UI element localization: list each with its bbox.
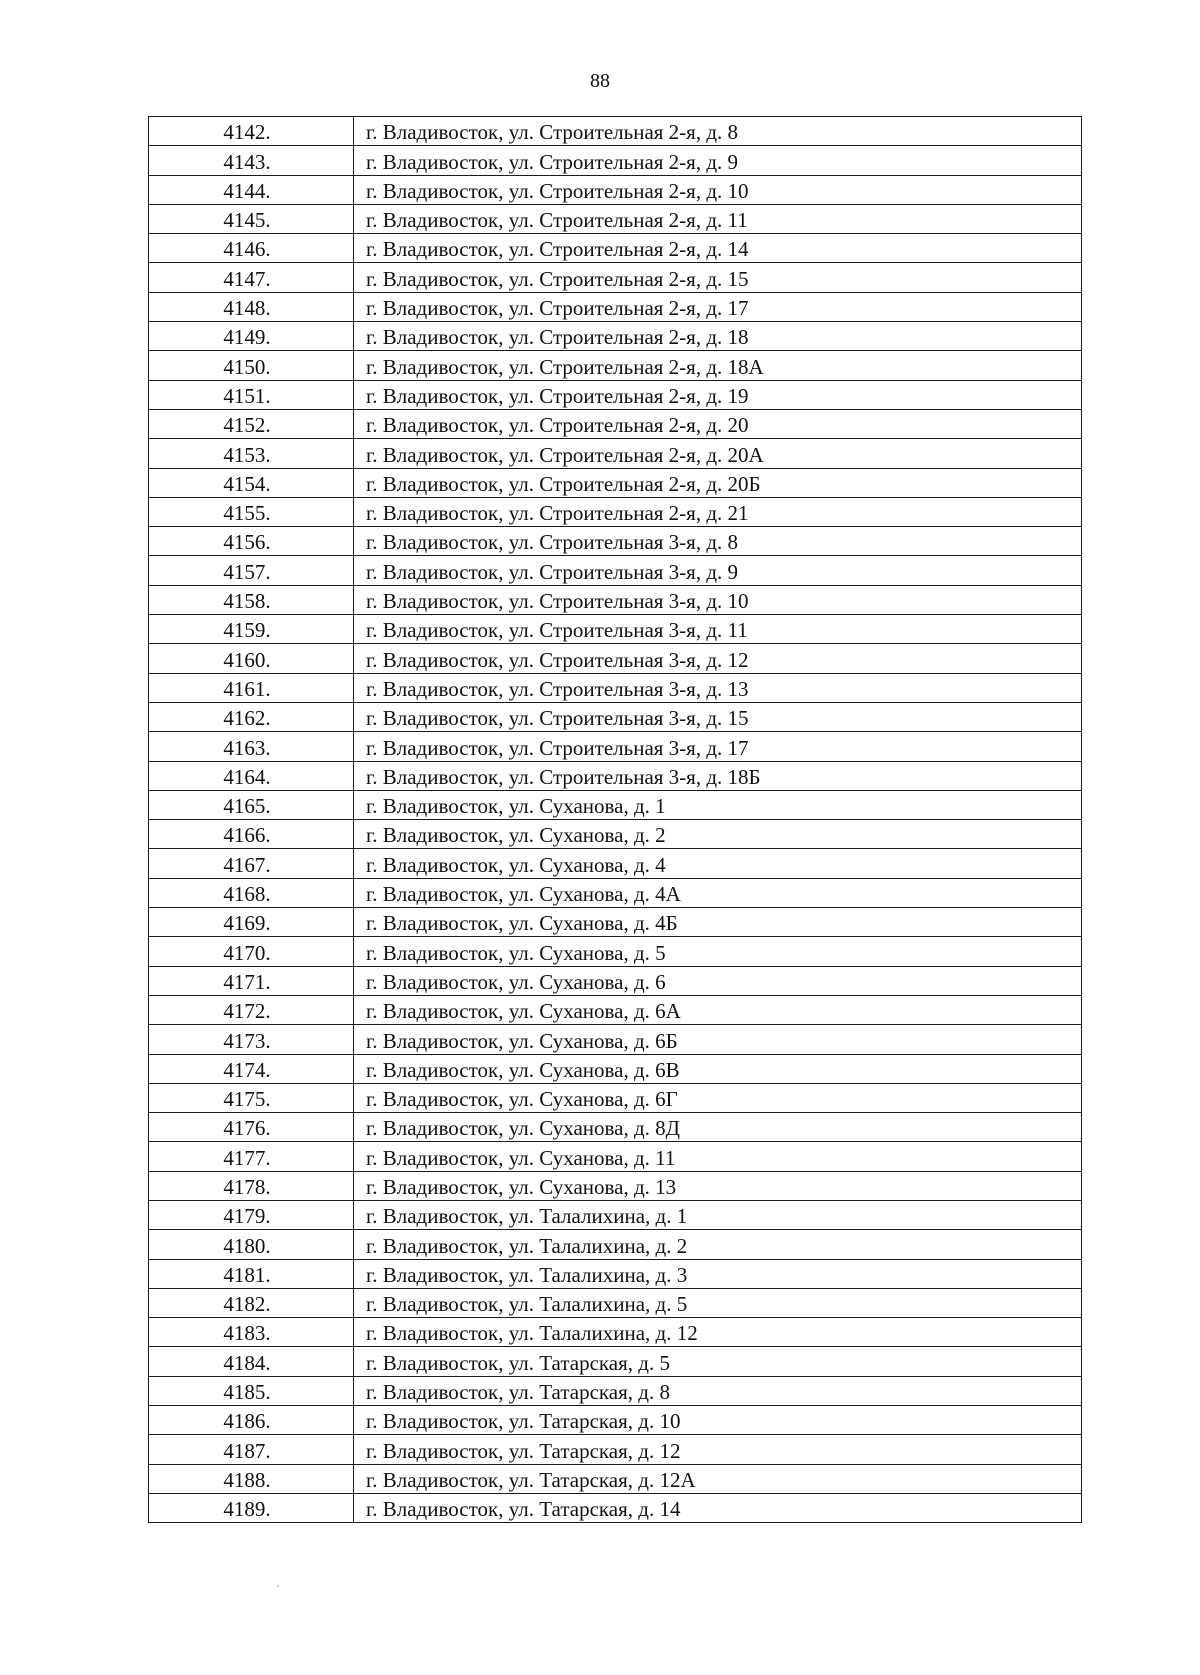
table-row — [149, 937, 1082, 966]
table-row — [149, 292, 1082, 321]
table-row — [149, 263, 1082, 292]
row-number-cell: 4172. — [149, 995, 354, 1024]
address-cell: г. Владивосток, ул. Суханова, д. 4 — [354, 849, 1082, 878]
table-row — [149, 849, 1082, 878]
table-row — [149, 1464, 1082, 1493]
row-number-cell: 4159. — [149, 615, 354, 644]
address-table — [148, 116, 1082, 1523]
address-cell: г. Владивосток, ул. Суханова, д. 2 — [354, 820, 1082, 849]
table-row — [149, 1493, 1082, 1522]
address-cell: г. Владивосток, ул. Суханова, д. 11 — [354, 1142, 1082, 1171]
table-row — [149, 702, 1082, 731]
address-cell: г. Владивосток, ул. Строительная 2-я, д. 18А — [354, 351, 1082, 380]
table-row — [149, 1113, 1082, 1142]
table-row — [149, 117, 1082, 146]
row-number-cell: 4180. — [149, 1230, 354, 1259]
table-row — [149, 468, 1082, 497]
table-row — [149, 1142, 1082, 1171]
address-cell: г. Владивосток, ул. Татарская, д. 12А — [354, 1464, 1082, 1493]
address-cell: г. Владивосток, ул. Строительная 2-я, д. 18 — [354, 322, 1082, 351]
table-row — [149, 1054, 1082, 1083]
row-number-cell: 4170. — [149, 937, 354, 966]
row-number-cell: 4147. — [149, 263, 354, 292]
row-number-cell: 4150. — [149, 351, 354, 380]
row-number-cell: 4185. — [149, 1376, 354, 1405]
address-cell: г. Владивосток, ул. Талалихина, д. 1 — [354, 1200, 1082, 1229]
row-number-cell: 4149. — [149, 322, 354, 351]
row-number-cell: 4146. — [149, 234, 354, 263]
table-row — [149, 615, 1082, 644]
address-cell: г. Владивосток, ул. Татарская, д. 5 — [354, 1347, 1082, 1376]
row-number-cell: 4161. — [149, 673, 354, 702]
table-row — [149, 351, 1082, 380]
table-row — [149, 673, 1082, 702]
address-cell: г. Владивосток, ул. Суханова, д. 4Б — [354, 908, 1082, 937]
address-cell: г. Владивосток, ул. Строительная 3-я, д. 8 — [354, 527, 1082, 556]
scan-speck — [277, 1585, 279, 1587]
row-number-cell: 4151. — [149, 380, 354, 409]
table-row — [149, 1435, 1082, 1464]
address-cell: г. Владивосток, ул. Татарская, д. 10 — [354, 1406, 1082, 1435]
row-number-cell: 4167. — [149, 849, 354, 878]
row-number-cell: 4155. — [149, 497, 354, 526]
row-number-cell: 4163. — [149, 732, 354, 761]
address-cell: г. Владивосток, ул. Талалихина, д. 2 — [354, 1230, 1082, 1259]
row-number-cell: 4179. — [149, 1200, 354, 1229]
address-cell: г. Владивосток, ул. Татарская, д. 14 — [354, 1493, 1082, 1522]
row-number-cell: 4188. — [149, 1464, 354, 1493]
table-row — [149, 732, 1082, 761]
address-cell: г. Владивосток, ул. Суханова, д. 6Г — [354, 1083, 1082, 1112]
table-row — [149, 527, 1082, 556]
table-row — [149, 1347, 1082, 1376]
address-cell: г. Владивосток, ул. Строительная 2-я, д. 11 — [354, 204, 1082, 233]
address-cell: г. Владивосток, ул. Суханова, д. 5 — [354, 937, 1082, 966]
row-number-cell: 4189. — [149, 1493, 354, 1522]
row-number-cell: 4173. — [149, 1025, 354, 1054]
address-cell: г. Владивосток, ул. Суханова, д. 6Б — [354, 1025, 1082, 1054]
address-cell: г. Владивосток, ул. Строительная 3-я, д. 13 — [354, 673, 1082, 702]
row-number-cell: 4181. — [149, 1259, 354, 1288]
table-row — [149, 761, 1082, 790]
table-row — [149, 878, 1082, 907]
address-cell: г. Владивосток, ул. Строительная 2-я, д. 19 — [354, 380, 1082, 409]
table-row — [149, 1406, 1082, 1435]
table-row — [149, 234, 1082, 263]
row-number-cell: 4142. — [149, 117, 354, 146]
row-number-cell: 4187. — [149, 1435, 354, 1464]
row-number-cell: 4186. — [149, 1406, 354, 1435]
address-cell: г. Владивосток, ул. Строительная 3-я, д. 15 — [354, 702, 1082, 731]
table-row — [149, 380, 1082, 409]
table-row — [149, 908, 1082, 937]
row-number-cell: 4176. — [149, 1113, 354, 1142]
address-cell: г. Владивосток, ул. Суханова, д. 1 — [354, 790, 1082, 819]
row-number-cell: 4154. — [149, 468, 354, 497]
table-row — [149, 644, 1082, 673]
address-cell: г. Владивосток, ул. Суханова, д. 8Д — [354, 1113, 1082, 1142]
table-row — [149, 966, 1082, 995]
table-row — [149, 439, 1082, 468]
address-cell: г. Владивосток, ул. Суханова, д. 6 — [354, 966, 1082, 995]
address-cell: г. Владивосток, ул. Строительная 2-я, д. 15 — [354, 263, 1082, 292]
table-row — [149, 1288, 1082, 1317]
table-row — [149, 204, 1082, 233]
address-cell: г. Владивосток, ул. Строительная 2-я, д. 20 — [354, 409, 1082, 438]
address-cell: г. Владивосток, ул. Суханова, д. 13 — [354, 1171, 1082, 1200]
address-cell: г. Владивосток, ул. Талалихина, д. 12 — [354, 1318, 1082, 1347]
address-cell: г. Владивосток, ул. Суханова, д. 6В — [354, 1054, 1082, 1083]
row-number-cell: 4165. — [149, 790, 354, 819]
table-row — [149, 1230, 1082, 1259]
table-row — [149, 1259, 1082, 1288]
address-cell: г. Владивосток, ул. Строительная 3-я, д. 10 — [354, 585, 1082, 614]
table-row — [149, 790, 1082, 819]
row-number-cell: 4157. — [149, 556, 354, 585]
row-number-cell: 4178. — [149, 1171, 354, 1200]
table-row — [149, 585, 1082, 614]
address-cell: г. Владивосток, ул. Строительная 2-я, д. 20А — [354, 439, 1082, 468]
address-cell: г. Владивосток, ул. Строительная 3-я, д. 11 — [354, 615, 1082, 644]
address-cell: г. Владивосток, ул. Строительная 2-я, д. 21 — [354, 497, 1082, 526]
row-number-cell: 4182. — [149, 1288, 354, 1317]
row-number-cell: 4160. — [149, 644, 354, 673]
table-row — [149, 995, 1082, 1024]
table-row — [149, 322, 1082, 351]
address-table-container — [148, 116, 1082, 1523]
address-cell: г. Владивосток, ул. Строительная 2-я, д. 9 — [354, 146, 1082, 175]
row-number-cell: 4171. — [149, 966, 354, 995]
table-row — [149, 1171, 1082, 1200]
address-cell: г. Владивосток, ул. Талалихина, д. 3 — [354, 1259, 1082, 1288]
address-table-body — [149, 117, 1082, 1523]
address-cell: г. Владивосток, ул. Строительная 2-я, д. 8 — [354, 117, 1082, 146]
address-cell: г. Владивосток, ул. Суханова, д. 6А — [354, 995, 1082, 1024]
row-number-cell: 4152. — [149, 409, 354, 438]
table-row — [149, 409, 1082, 438]
row-number-cell: 4162. — [149, 702, 354, 731]
table-row — [149, 1025, 1082, 1054]
address-cell: г. Владивосток, ул. Талалихина, д. 5 — [354, 1288, 1082, 1317]
row-number-cell: 4169. — [149, 908, 354, 937]
row-number-cell: 4164. — [149, 761, 354, 790]
row-number-cell: 4177. — [149, 1142, 354, 1171]
row-number-cell: 4175. — [149, 1083, 354, 1112]
table-row — [149, 175, 1082, 204]
table-row — [149, 1200, 1082, 1229]
row-number-cell: 4166. — [149, 820, 354, 849]
address-cell: г. Владивосток, ул. Строительная 3-я, д. 12 — [354, 644, 1082, 673]
address-cell: г. Владивосток, ул. Татарская, д. 8 — [354, 1376, 1082, 1405]
row-number-cell: 4183. — [149, 1318, 354, 1347]
row-number-cell: 4144. — [149, 175, 354, 204]
table-row — [149, 146, 1082, 175]
row-number-cell: 4148. — [149, 292, 354, 321]
address-cell: г. Владивосток, ул. Строительная 2-я, д. 10 — [354, 175, 1082, 204]
row-number-cell: 4156. — [149, 527, 354, 556]
table-row — [149, 1376, 1082, 1405]
address-cell: г. Владивосток, ул. Строительная 3-я, д. 18Б — [354, 761, 1082, 790]
row-number-cell: 4153. — [149, 439, 354, 468]
table-row — [149, 556, 1082, 585]
table-row — [149, 1083, 1082, 1112]
table-row — [149, 820, 1082, 849]
address-cell: г. Владивосток, ул. Строительная 3-я, д. 17 — [354, 732, 1082, 761]
page-number: 88 — [590, 70, 610, 92]
row-number-cell: 4158. — [149, 585, 354, 614]
address-cell: г. Владивосток, ул. Строительная 2-я, д. 20Б — [354, 468, 1082, 497]
address-cell: г. Владивосток, ул. Строительная 2-я, д. 17 — [354, 292, 1082, 321]
table-row — [149, 1318, 1082, 1347]
row-number-cell: 4184. — [149, 1347, 354, 1376]
address-cell: г. Владивосток, ул. Татарская, д. 12 — [354, 1435, 1082, 1464]
address-cell: г. Владивосток, ул. Суханова, д. 4А — [354, 878, 1082, 907]
row-number-cell: 4143. — [149, 146, 354, 175]
address-cell: г. Владивосток, ул. Строительная 3-я, д. 9 — [354, 556, 1082, 585]
address-cell: г. Владивосток, ул. Строительная 2-я, д. 14 — [354, 234, 1082, 263]
row-number-cell: 4174. — [149, 1054, 354, 1083]
row-number-cell: 4168. — [149, 878, 354, 907]
table-row — [149, 497, 1082, 526]
row-number-cell: 4145. — [149, 204, 354, 233]
